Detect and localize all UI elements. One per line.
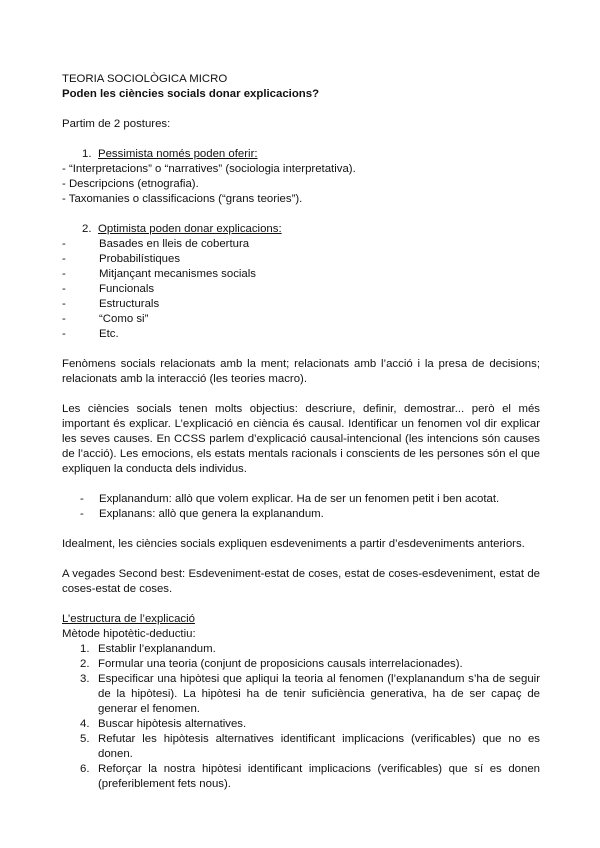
step-number: 4. [80,718,90,730]
bullet-dash: - [62,268,66,280]
bullet-dash: - [62,253,66,265]
document-content [62,72,540,792]
optimist-item [62,297,540,312]
method-step [62,672,540,717]
optimist-item-text: “Como si” [99,313,149,325]
explanans-text: Explanans: allò que genera la explanandum. [99,508,324,520]
pessimist-heading-text: Pessimista només poden oferir: [98,148,258,160]
bullet-dash: - [80,508,84,520]
method-step [62,717,540,732]
bullet-dash: - [62,298,66,310]
step-text: Formular una teoria (conjunt de proposicions causals interrelacionades). [98,658,463,670]
optimist-item-text: Funcionals [99,283,155,295]
optimist-item-text: Mitjançant mecanismes socials [99,268,256,280]
method-label: Mètode hipotètic-deductiu: [62,628,196,640]
optimist-item-text: Basades en lleis de cobertura [99,238,250,250]
bullet-dash: - [62,313,66,325]
optimist-item [62,282,540,297]
paragraph-ideally: Idealment, les ciències socials expliquen esdeveniments a partir d’esdeveniments anteriors. [62,538,525,550]
paragraph-second-best: A vegades Second best: Esdeveniment-estat de coses, estat de coses-esdeveniment, estat de coses-estat de coses. [62,568,540,595]
bullet-dash: - [80,493,84,505]
step-text: Reforçar la nostra hipòtesi identificant implicacions (verificables) que sí es donen (preferiblement fets nous). [98,763,540,790]
paragraph-mind: Fenòmens socials relacionats amb la ment; relacionats amb l’acció i la presa de decisions; relacionats amb la interacció (les teories macro). [62,358,540,385]
optimist-item [62,312,540,327]
list-number: 1. [82,148,92,160]
optimist-heading [62,222,540,237]
method-step [62,657,540,672]
pessimist-item: - “Interpretacions” o “narratives” (sociologia interpretativa). [62,163,356,175]
step-text: Especificar una hipòtesi que apliqui la teoria al fenomen (l’explanandum s’ha de seguir de la hipòtesi). La hipòtesi ha de tenir suficiència generativa, ha de ser capaç de generar el fenomen. [98,673,540,715]
step-number: 6. [80,763,90,775]
optimist-item [62,327,540,342]
step-number: 1. [80,643,90,655]
optimist-item [62,252,540,267]
optimist-item [62,267,540,282]
optimist-item-text: Probabilístiques [99,253,181,265]
explanans-item [62,507,540,522]
structure-heading: L’estructura de l’explicació [62,613,195,625]
bullet-dash: - [62,328,66,340]
pessimist-item: - Taxomanies o classificacions (“grans teories”). [62,193,303,205]
paragraph-objectives: Les ciències socials tenen molts objectius: descriure, definir, demostrar... però el més important és explicar. L’explicació en ciència és causal. Identificar un fenomen vol dir explicar les seves causes. En CCSS parlem d’explicació causal-intencional (les intencions són causes de l’acció). Les emocions, els estats mentals racionals i conscients de les persones són el que expliquen la conducta dels individus. [62,403,540,475]
optimist-item [62,237,540,252]
step-text: Establir l’explanandum. [98,643,216,655]
step-text: Refutar les hipòtesis alternatives identificant implicacions (verificables) que no es donen. [98,733,540,760]
pessimist-heading [62,147,540,162]
method-step [62,732,540,762]
document-subtitle: Poden les ciències socials donar explicacions? [62,88,320,100]
step-text: Buscar hipòtesis alternatives. [98,718,247,730]
method-step [62,762,540,792]
list-number: 2. [82,223,92,235]
step-number: 2. [80,658,90,670]
explanandum-text: Explanandum: allò que volem explicar. Ha de ser un fenomen petit i ben acotat. [99,493,500,505]
optimist-heading-text: Optimista poden donar explicacions: [98,223,282,235]
pessimist-item: - Descripcions (etnografia). [62,178,199,190]
bullet-dash: - [62,283,66,295]
optimist-item-text: Estructurals [99,298,160,310]
step-number: 5. [80,733,90,745]
step-number: 3. [80,673,90,685]
explanandum-item [62,492,540,507]
document-title: TEORIA SOCIOLÒGICA MICRO [62,73,228,85]
bullet-dash: - [62,238,66,250]
optimist-item-text: Etc. [99,328,119,340]
method-step [62,642,540,657]
intro-text: Partim de 2 postures: [62,118,171,130]
